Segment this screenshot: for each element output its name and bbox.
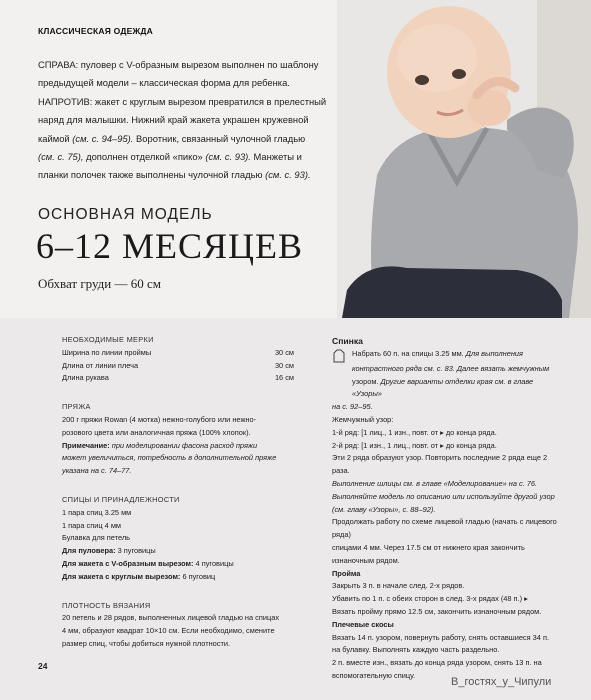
materials-column [62,334,302,651]
instruction-line: 1-й ряд: [1 лиц., 1 изн., повт. от ▸ до конца ряда. [332,427,497,437]
chest-size: Обхват груди — 60 см [38,276,161,291]
baby-photo [337,0,591,318]
shoulder-header: Плечевые скосы [332,619,394,629]
button-label: Для жакета с круглым вырезом: [62,571,181,581]
intro-text-span: Воротник, связанный чулочной гладью [133,132,306,144]
measure-label: Ширина по линии проймы [62,347,152,357]
instruction-line: 2-й ряд: [1 изн., 1 лиц., повт. от ▸ до конца ряда. [332,440,497,450]
note-label: Примечание: [62,440,110,450]
back-header: Спинка [332,336,363,346]
cast-on-text [352,348,523,363]
instruction-line: (см. главу «Узоры», с. 88–92). [332,504,436,514]
intro-line: предыдущей модели – классическая форма для ребенка. [38,77,290,89]
button-label: Для жакета с V-образным вырезом: [62,558,194,568]
model-subtitle: ОСНОВНАЯ МОДЕЛЬ [38,206,213,223]
watermark: В_гостях_у_Чипули [451,676,552,688]
measure-label: Длина рукава [62,373,109,383]
tool-item: 1 пара спиц 4 мм [62,520,121,530]
button-line [62,558,302,571]
instruction-line: на булавку. Выполнять каждую часть раздельно. [332,645,500,655]
intro-line [38,166,328,184]
instruction-line: Продолжать работу по схеме лицевой гладью (начать с лицевого ряда) [332,517,557,540]
instruction-italic: Для выполнения [465,348,523,358]
instruction-line: Убавить по 1 п. с обеих сторон в след. 3-х рядах (48 п.) ▸ [332,594,528,604]
instruction-line: Жемчужный узор: [332,414,394,424]
page-reference: (см. с. 94–95). [72,132,134,144]
gauge-line: размер спиц, чтобы добиться нужной плотности. [62,638,231,648]
note-line: может увеличиться, потребность в дополнительной пряже [62,453,277,463]
intro-text-span: планки полочек также выполнены чулочной гладью [38,169,266,181]
size-title: 6–12 МЕСЯЦЕВ [36,226,304,266]
button-count: 4 пуговицы [193,558,234,568]
instruction-line: контрастного ряда см. с. 83. Далее вязать жемчужным [352,363,550,373]
page-number: 24 [38,661,48,671]
instruction-line: Вязать пройму прямо 12.5 см, закончить изнаночным рядом. [332,606,542,616]
instructions-column [332,335,557,683]
armhole-header: Пройма [332,568,361,578]
intro-line [38,130,328,148]
intro-line: НАПРОТИВ: жакет с круглым вырезом превратился в прелестный [38,95,327,107]
instruction-line: спицами 4 мм. Через 17.5 см от нижнего края закончить [332,542,525,552]
button-line [62,545,302,558]
measure-row [62,360,294,373]
yarn-header: ПРЯЖА [62,402,91,412]
intro-line: СПРАВА: пуловер с V-образным вырезом выполнен по шаблону [38,59,319,70]
measure-label: Длина от линии плеча [62,360,139,370]
button-line [62,571,302,584]
page-reference: (см. с. 93). [265,169,311,181]
tool-item: Булавка для петель [62,533,131,543]
baby-in-sweater-image [337,0,591,318]
intro-line [38,148,328,166]
yarn-line: 200 г пряжи Rowan (4 мотка) нежно-голубого или нежно- [62,414,257,424]
measure-value: 16 см [274,373,294,383]
instruction-line: Выполнение шлицы см. в главе «Моделирование» на с. 76. [332,478,538,488]
tool-item: 1 пара спиц 3.25 мм [62,507,132,517]
instruction-line: изнаночным рядом. [332,555,400,565]
instruction-line [332,376,557,402]
section-tag: КЛАССИЧЕСКАЯ ОДЕЖДА [38,26,153,36]
instruction-italic: Другие варианты отделки края см. в главе «Узоры» [352,376,534,399]
button-count: 6 пуговиц [180,571,216,581]
measures-header: НЕОБХОДИМЫЕ МЕРКИ [62,335,154,344]
instruction-line: Вязать 14 п. узором, повернуть работу, снять оставшиеся 34 п. [332,632,550,642]
tools-header: СПИЦЫ И ПРИНАДЛЕЖНОСТИ [62,494,180,504]
instruction-text: узором. [352,376,381,386]
intro-text-span: каймой [38,132,73,144]
instruction-text: Набрать 60 п. на спицы 3.25 мм. [352,348,466,358]
instruction-line: вспомогательную спицу. [332,670,416,680]
note-line [62,440,302,453]
instruction-line: на с. 92–95. [332,402,373,412]
gauge-line: 4 мм, образуют квадрат 10×10 см. Если необходимо, смените [62,626,275,636]
page-reference: (см. с. 93). [205,151,251,163]
yarn-line: розового цвета или аналогичная пряжа (100% хлопок). [62,427,251,437]
instruction-line: Закрыть 3 п. в начале след. 2-х рядов. [332,581,465,591]
cast-on-block [332,348,557,363]
measure-value: 30 см [274,347,294,357]
page-reference: (см. с. 75), [38,151,84,163]
measure-value: 30 см [274,360,294,370]
gauge-header: ПЛОТНОСТЬ ВЯЗАНИЯ [62,600,151,610]
note-line: указана на с. 74–77. [62,466,132,476]
button-count: 3 пуговицы [115,546,156,556]
note-text: при моделировании фасона расход пряжи [109,440,258,450]
intro-text-span: Манжеты и [250,151,302,163]
measure-row [62,372,294,385]
instruction-line: Эти 2 ряда образуют узор. Повторить последние 2 ряда еще 2 раза. [332,453,548,476]
button-label: Для пуловера: [62,546,116,556]
pattern-diagram-icon [332,348,346,363]
intro-line: наряд для малышки. Нижний край жакета украшен кружевной [38,114,309,126]
intro-text [38,56,328,185]
measure-row [62,347,294,360]
gauge-line: 20 петель и 28 рядов, выполненных лицевой гладью на спицах [62,613,280,623]
instruction-line: 2 п. вместе изн., вязать до конца ряда узором, снять 13 п. на [332,658,542,668]
instruction-line: Выполняйте модель по описанию или используйте другой узор [332,491,555,501]
intro-text-span: дополнен отделкой «пико» [83,151,206,163]
